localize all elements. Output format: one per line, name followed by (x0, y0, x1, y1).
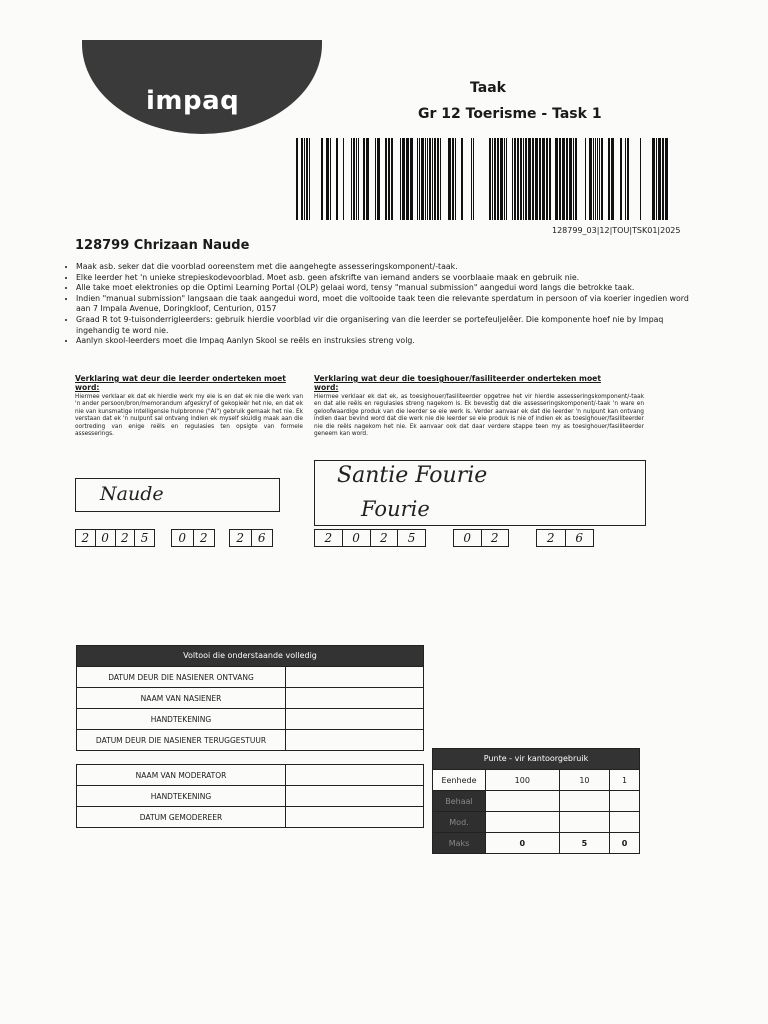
barcode-bar (620, 138, 622, 220)
supervisor-declaration-text: Hiermee verklaar ek dat ek, as toesighouer/fasiliteerder opgetree het vir hierdie assesseringskomponent/-taak en dat alle reëls en regulasies streng nagekom is. Ek bevestig dat die assesseringskomponent/-taak 'n ware en geloofwaardige produk van die leerder se eie werk is. Verder aanvaar ek dat die leerder 'n nulpunt kan ontvang indien daar bevind word dat die werk nie die leerder se eie produk is nie of indien ek as toesighouer/fasiliteerder nie die reëls nagekom het nie. Ek aanvaar ook dat daar verdere stappe teen my as toesighouer/fasiliteerder geneem kan word. (314, 394, 644, 438)
row-label: NAAM VAN NASIENER (77, 688, 286, 709)
instruction-item: • Indien "manual submission" langsaan die taak aangedui word, moet die voltooide taak teen die relevante sperdatum in persoon of via koerier ingedien word aan 7 Impala Avenue, Doringkloof, Centurion, 0157 (76, 294, 696, 315)
barcode-bar (429, 138, 431, 220)
table-row (77, 807, 424, 828)
barcode-bar (461, 138, 463, 220)
barcode-bar (356, 138, 357, 220)
points-table-title: Punte - vir kantoorgebruik (433, 749, 640, 770)
table-row (77, 730, 424, 751)
learner-declaration-heading: Verklaring wat deur die leerder onderteken moet word: (75, 374, 286, 392)
barcode-bar (417, 138, 418, 220)
row-label: NAAM VAN MODERATOR (77, 765, 286, 786)
barcode-bar (427, 138, 428, 220)
barcode-bar (363, 138, 365, 220)
barcode-bar (301, 138, 303, 220)
barcode-bar (358, 138, 359, 220)
unit-header: 1 (610, 770, 640, 791)
barcode-bar (421, 138, 424, 220)
barcode-bar (569, 138, 572, 220)
barcode-bar (375, 138, 376, 220)
points-cell: 5 (559, 833, 610, 854)
supervisor-signature: Fourie (361, 497, 430, 521)
barcode-bar (455, 138, 456, 220)
barcode (296, 138, 670, 220)
digit: 5 (407, 531, 416, 545)
barcode-bar (625, 138, 626, 220)
barcode-number: 128799_03|12|TOU|TSK01|2025 (552, 226, 681, 235)
supervisor-declaration-heading: Verklaring wat deur die toesighouer/fasiliteerder onderteken moet word: (314, 374, 601, 392)
table-row (433, 770, 640, 791)
barcode-bar (306, 138, 308, 220)
digit: 0 (454, 530, 482, 546)
subject-title: Gr 12 Toerisme - Task 1 (418, 106, 602, 122)
supervisor-date-day[interactable] (536, 529, 594, 547)
barcode-bar (440, 138, 441, 220)
barcode-bar (452, 138, 454, 220)
moderator-table (76, 764, 424, 828)
barcode-bar (326, 138, 329, 220)
barcode-bar (532, 138, 534, 220)
table-row (77, 786, 424, 807)
learner-date-day[interactable] (229, 529, 273, 547)
table-row (77, 688, 424, 709)
row-label: DATUM DEUR DIE NASIENER TERUGGESTUUR (77, 730, 286, 751)
barcode-bar (575, 138, 577, 220)
barcode-bar (434, 138, 436, 220)
learner-date-year[interactable] (75, 529, 155, 547)
learner-signature: Naude (100, 483, 164, 505)
moderator-name-field[interactable] (286, 765, 424, 786)
barcode-bar (599, 138, 600, 220)
points-cell[interactable] (559, 791, 610, 812)
barcode-bar (377, 138, 380, 220)
barcode-bar (573, 138, 574, 220)
units-label: Eenhede (433, 770, 486, 791)
barcode-bar (391, 138, 393, 220)
barcode-bar (492, 138, 493, 220)
table-row (433, 833, 640, 854)
digit: 2 (199, 531, 208, 545)
barcode-bar (437, 138, 439, 220)
barcode-bar (366, 138, 369, 220)
points-cell[interactable] (486, 812, 560, 833)
digit: 5 (140, 531, 149, 545)
table-row (433, 812, 640, 833)
barcode-bar (566, 138, 568, 220)
date-received-field[interactable] (286, 667, 424, 688)
barcode-bar (514, 138, 516, 220)
barcode-bar (535, 138, 538, 220)
digit: 2 (315, 530, 343, 546)
barcode-bar (432, 138, 433, 220)
barcode-bar (400, 138, 401, 220)
barcode-bar (539, 138, 541, 220)
moderation-date-field[interactable] (286, 807, 424, 828)
barcode-bar (640, 138, 641, 220)
barcode-bar (562, 138, 565, 220)
barcode-bar (330, 138, 331, 220)
supervisor-signature-box[interactable] (314, 460, 646, 526)
table-row (433, 791, 640, 812)
marker-table (76, 645, 424, 751)
instruction-item: • Maak asb. seker dat die voorblad ooreenstem met die aangehegte assesseringskomponent/-taak. (76, 262, 696, 273)
digit: 2 (116, 530, 136, 546)
instruction-item: • Alle take moet elektronies op die Optimi Learning Portal (OLP) gelaai word, tensy "manual submission" aangedui word langs die betrokke taak. (76, 283, 696, 294)
row-label: Maks (433, 833, 486, 854)
barcode-bar (665, 138, 668, 220)
moderator-signature-field[interactable] (286, 786, 424, 807)
points-cell: 0 (486, 833, 560, 854)
learner-date-month[interactable] (171, 529, 215, 547)
barcode-bar (473, 138, 474, 220)
table-row (77, 709, 424, 730)
date-returned-field[interactable] (286, 730, 424, 751)
points-cell[interactable] (559, 812, 610, 833)
barcode-bar (595, 138, 596, 220)
barcode-bar (559, 138, 561, 220)
digit: 6 (575, 531, 584, 545)
barcode-bar (549, 138, 551, 220)
instruction-item: • Elke leerder het 'n unieke strepieskodevoorblad. Moet asb. geen afskrifte van iemand anders se voorblaaie maak en gebruik nie. (76, 273, 696, 284)
barcode-bar (546, 138, 548, 220)
supervisor-date-month[interactable] (453, 529, 509, 547)
barcode-bar (321, 138, 323, 220)
table-row (77, 765, 424, 786)
barcode-bar (611, 138, 614, 220)
marker-signature-field[interactable] (286, 709, 424, 730)
points-table (432, 748, 640, 854)
supervisor-date-year[interactable] (314, 529, 426, 547)
barcode-bar (385, 138, 387, 220)
digit: 0 (96, 530, 116, 546)
barcode-bar (585, 138, 586, 220)
barcode-bar (471, 138, 472, 220)
row-label: DATUM GEMODEREER (77, 807, 286, 828)
points-cell[interactable] (610, 812, 640, 833)
points-cell: 0 (610, 833, 640, 854)
instruction-item: • Graad R tot 9-tuisonderrigleerders: gebruik hierdie voorblad vir die organisering van die leerder se portefeuljelêer. Die komponente hoef nie by Impaq ingehandig te word nie. (76, 315, 696, 336)
digit: 6 (257, 531, 266, 545)
digit: 2 (537, 530, 566, 546)
barcode-bar (296, 138, 298, 220)
barcode-bar (627, 138, 629, 220)
barcode-bar (542, 138, 545, 220)
barcode-bar (523, 138, 524, 220)
barcode-bar (525, 138, 527, 220)
barcode-bar (500, 138, 503, 220)
unit-header: 100 (486, 770, 560, 791)
barcode-bar (608, 138, 610, 220)
barcode-bar (448, 138, 451, 220)
learner-declaration-text: Hiermee verklaar ek dat ek hierdie werk my eie is en dat ek nie die werk van 'n ander persoon/bron/memorandum afgeskryf of gekopieër het nie, en dat ek nie van kunsmatige intelligensie hulpbronne ("AI") gebruik gemaak het nie. Ek verstaan dat ek 'n nulpunt sal ontvang indien ek myself skuldig maak aan die oortreding van enige reëls en regulasies ten opsigte van formele assesserings. (75, 394, 303, 438)
barcode-bar (658, 138, 661, 220)
barcode-bar (489, 138, 491, 220)
barcode-bar (351, 138, 352, 220)
supervisor-name: Santie Fourie (337, 463, 488, 488)
row-label: Behaal (433, 791, 486, 812)
barcode-bar (520, 138, 522, 220)
barcode-bar (419, 138, 420, 220)
points-cell[interactable] (610, 791, 640, 812)
barcode-bar (589, 138, 592, 220)
barcode-bar (517, 138, 519, 220)
marker-table-title: Voltooi die onderstaande volledig (77, 646, 424, 667)
digit: 2 (490, 531, 499, 545)
barcode-bar (494, 138, 496, 220)
student-name: 128799 Chrizaan Naude (75, 238, 250, 253)
table-row (77, 667, 424, 688)
barcode-bar (528, 138, 531, 220)
barcode-bar (410, 138, 413, 220)
barcode-bar (652, 138, 655, 220)
digit: 2 (230, 530, 252, 546)
row-label: DATUM DEUR DIE NASIENER ONTVANG (77, 667, 286, 688)
row-label: HANDTEKENING (77, 709, 286, 730)
digit: 0 (343, 530, 371, 546)
digit: 2 (76, 530, 96, 546)
barcode-bar (497, 138, 499, 220)
barcode-bar (506, 138, 507, 220)
digit: 2 (371, 530, 399, 546)
barcode-bar (662, 138, 664, 220)
marker-name-field[interactable] (286, 688, 424, 709)
digit: 0 (172, 530, 194, 546)
barcode-bar (593, 138, 594, 220)
barcode-bar (425, 138, 426, 220)
barcode-bar (597, 138, 598, 220)
logo: impaq (146, 86, 240, 116)
unit-header: 10 (559, 770, 610, 791)
instructions-list (62, 262, 696, 347)
doc-type: Taak (470, 80, 506, 96)
barcode-bar (406, 138, 409, 220)
barcode-bar (309, 138, 310, 220)
barcode-bar (601, 138, 603, 220)
barcode-bar (555, 138, 558, 220)
learner-signature-box[interactable] (75, 478, 280, 512)
barcode-bar (353, 138, 355, 220)
barcode-bar (336, 138, 338, 220)
barcode-bar (304, 138, 305, 220)
points-cell[interactable] (486, 791, 560, 812)
row-label: Mod. (433, 812, 486, 833)
barcode-bar (402, 138, 405, 220)
barcode-bar (388, 138, 390, 220)
instruction-item: • Aanlyn skool-leerders moet die Impaq Aanlyn Skool se reëls en instruksies streng volg. (76, 336, 696, 347)
row-label: HANDTEKENING (77, 786, 286, 807)
barcode-bar (656, 138, 657, 220)
barcode-bar (512, 138, 513, 220)
barcode-bar (343, 138, 344, 220)
barcode-bar (504, 138, 505, 220)
